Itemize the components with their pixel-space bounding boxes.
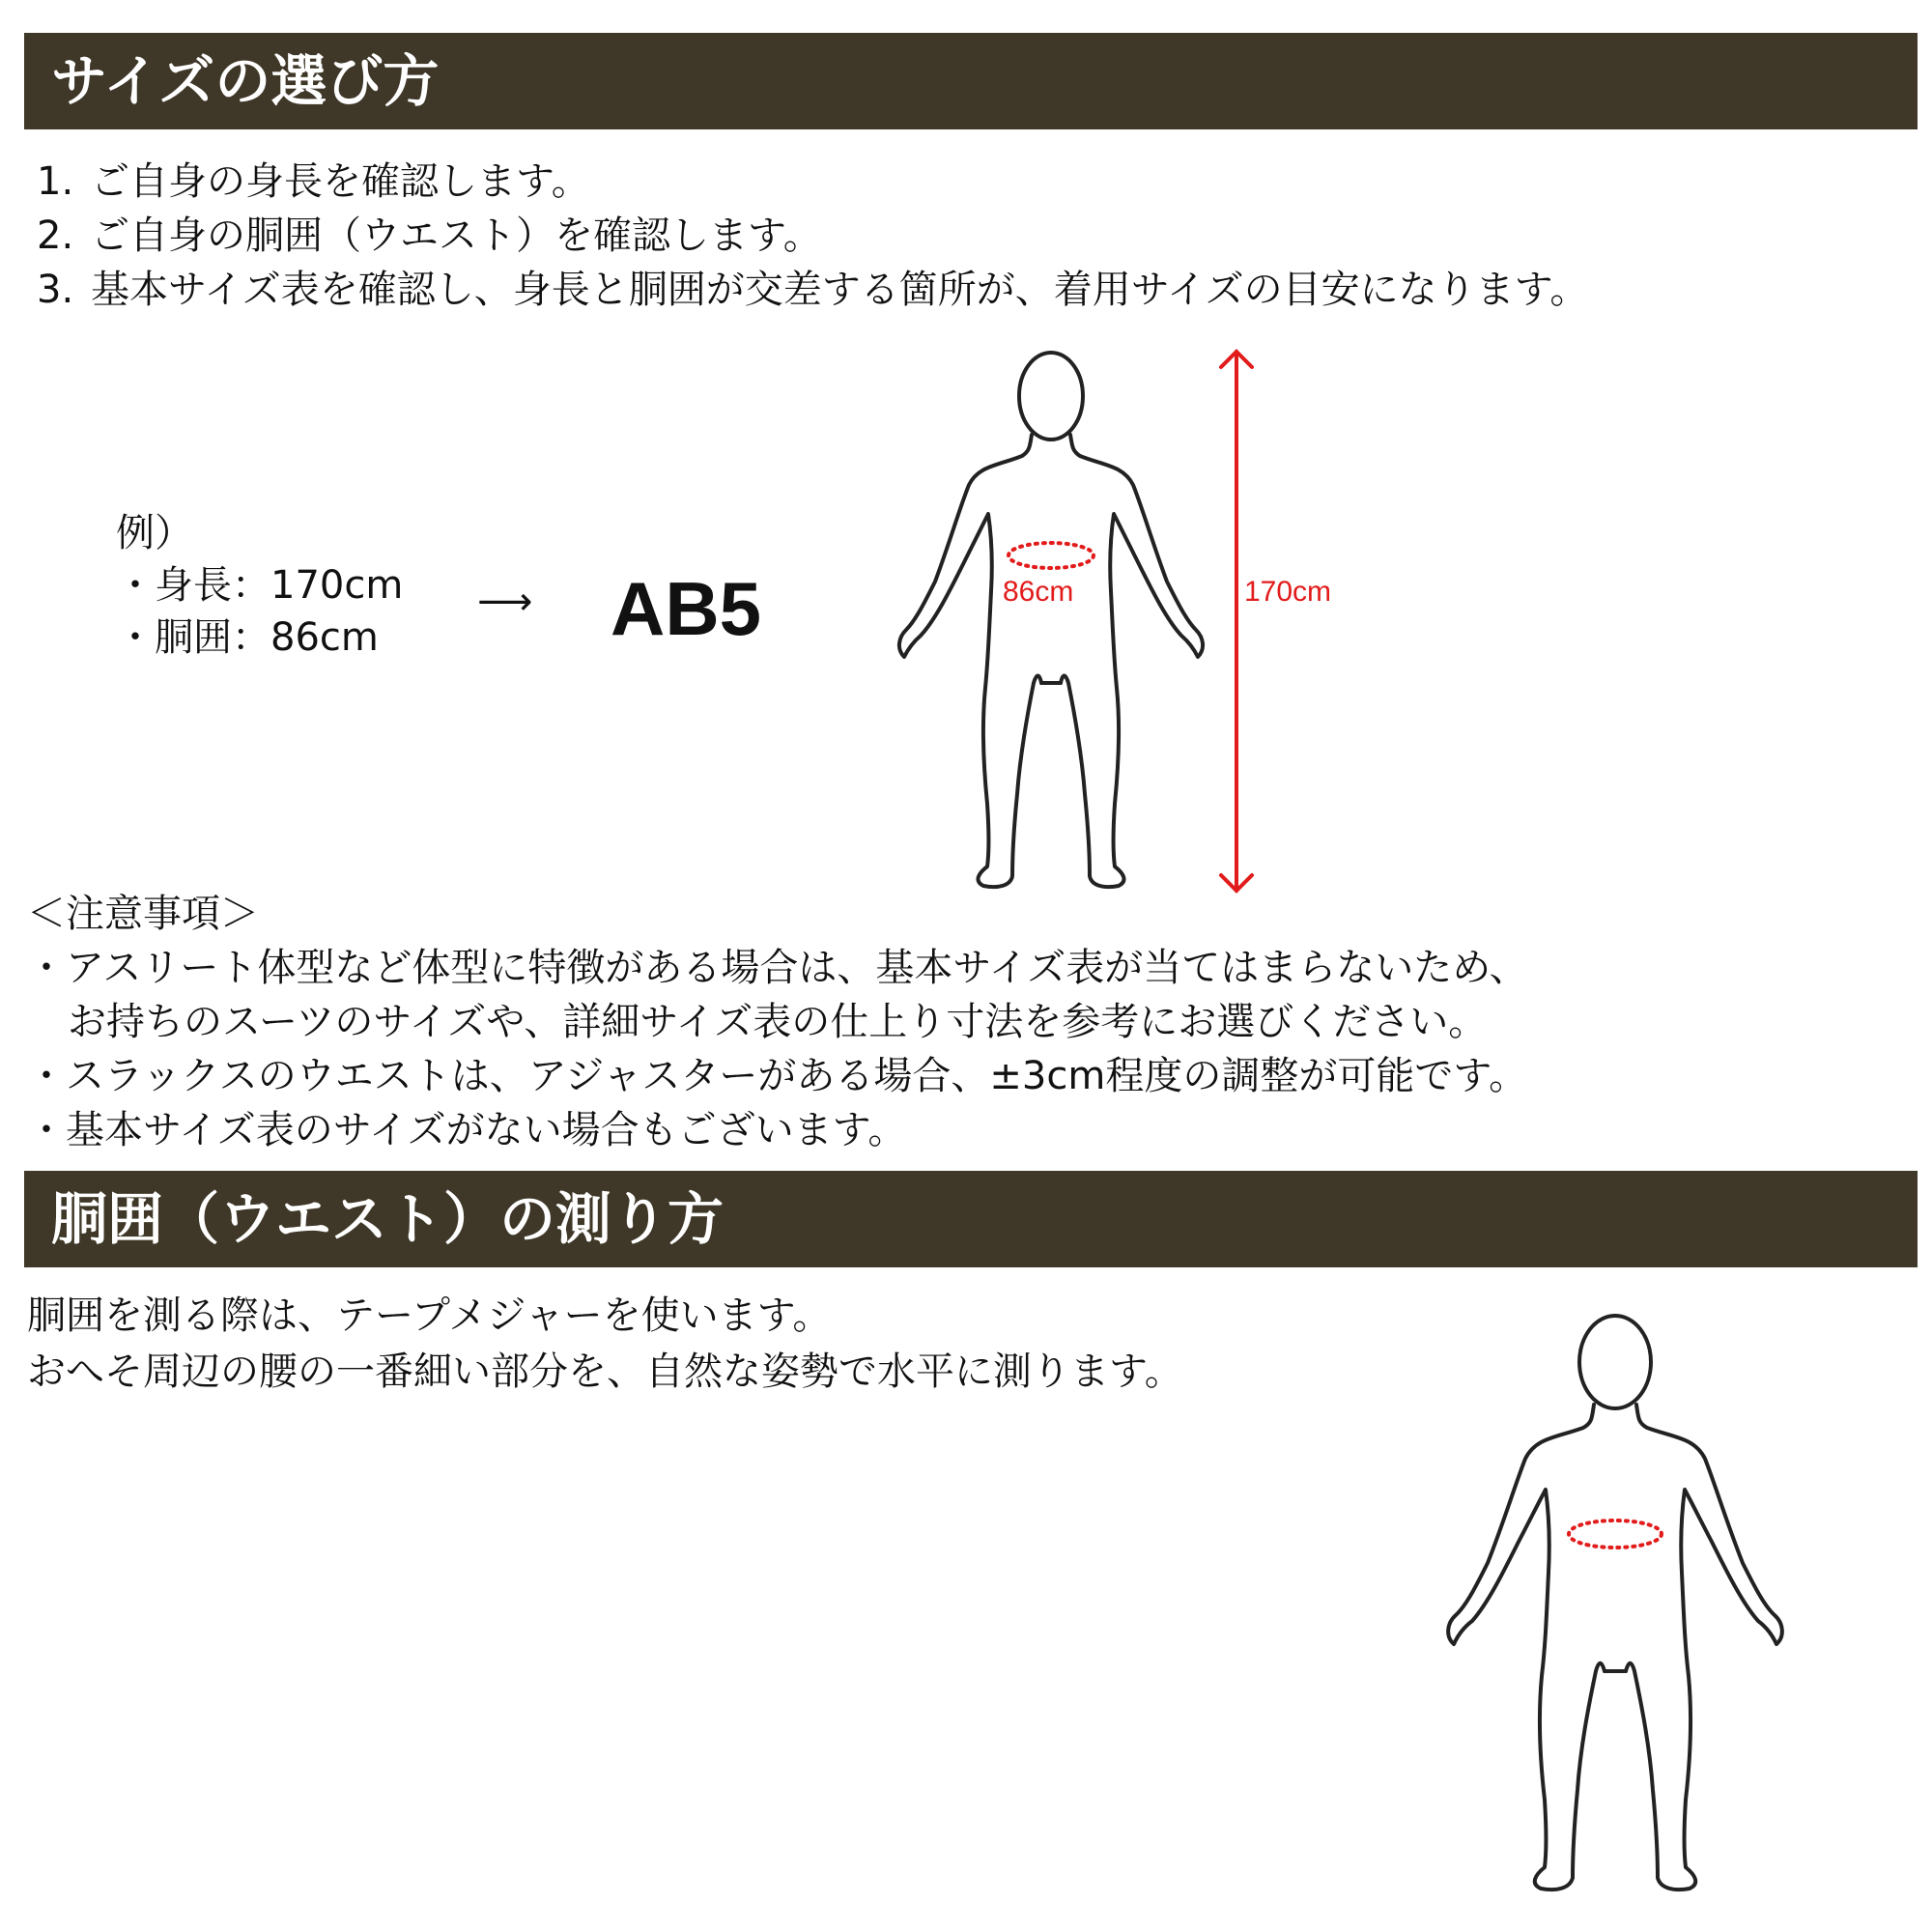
note-line: ・基本サイズ表のサイズがない場合もございます。 <box>27 1108 907 1152</box>
step-item: 3. 基本サイズ表を確認し、身長と胴囲が交差する箇所が、着用サイズの目安になります。 <box>37 268 1589 312</box>
step-item: 1. ご自身の身長を確認します。 <box>37 159 590 204</box>
note-line: ・スラックスのウエストは、アジャスターがある場合、±3cm程度の調整が可能です。 <box>27 1054 1528 1098</box>
notes-block <box>27 887 1528 1157</box>
steps-list <box>37 155 1588 317</box>
waist-measure-label: 86cm <box>1003 576 1074 608</box>
right-arrow-icon: ⟶ <box>477 580 533 624</box>
note-line: ・アスリート体型など体型に特徴がある場合は、基本サイズ表が当てはまらないため、 <box>27 946 1528 990</box>
example-label: 例） <box>116 511 193 555</box>
example-waist: ・胴囲：86cm <box>116 615 379 660</box>
body-figure-icon <box>877 340 1225 900</box>
size-result: AB5 <box>611 566 762 651</box>
notes-heading: ＜注意事項＞ <box>27 892 259 936</box>
height-measure-label: 170cm <box>1244 576 1332 608</box>
example-block <box>116 507 403 664</box>
measure-instructions <box>27 1288 1183 1400</box>
measure-line: 胴囲を測る際は、テープメジャーを使います。 <box>27 1293 832 1338</box>
note-line: お持ちのスーツのサイズや、詳細サイズ表の仕上り寸法を参考にお選びください。 <box>68 1000 1488 1044</box>
height-arrow-icon <box>1217 346 1256 896</box>
measure-line: おへそ周辺の腰の一番細い部分を、自然な姿勢で水平に測ります。 <box>27 1350 1183 1394</box>
body-figure-waist-icon <box>1422 1304 1808 1903</box>
section-title-waist-measurement: 胴囲（ウエスト）の測り方 <box>24 1171 1918 1267</box>
section-title-size-selection: サイズの選び方 <box>24 33 1918 129</box>
example-height: ・身長：170cm <box>116 563 404 608</box>
step-item: 2. ご自身の胴囲（ウエスト）を確認します。 <box>37 213 822 258</box>
